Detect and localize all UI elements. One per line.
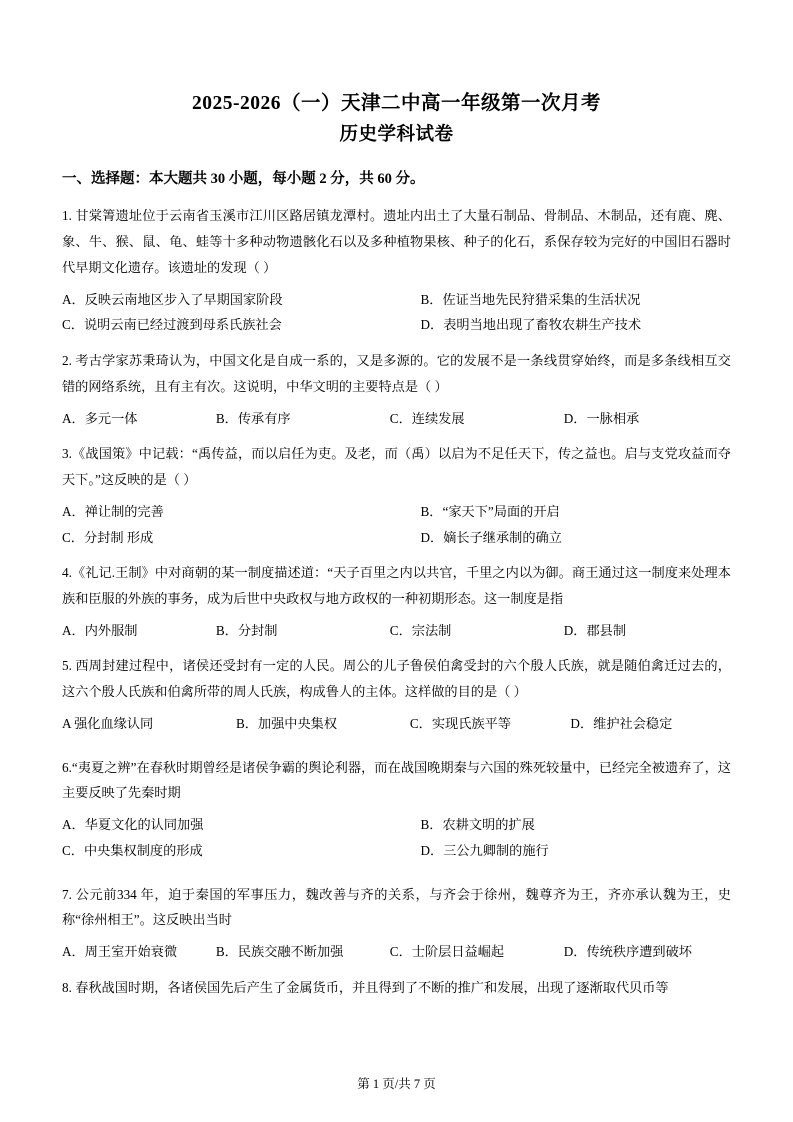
question-stem: 8. 春秋战国时期，各诸侯国先后产生了金属货币，并且得到了不断的推广和发展，出现了逐渐取代贝币等 xyxy=(62,979,669,995)
option-list xyxy=(62,618,731,644)
option[interactable]: C．士阶层日益崛起 xyxy=(389,944,505,960)
page-title: 2025-2026（一）天津二中高一年级第一次月考 xyxy=(192,93,601,114)
option[interactable]: D．三公九卿制的施行 xyxy=(420,842,549,858)
option[interactable]: C．宗法制 xyxy=(389,622,452,638)
option[interactable]: D．传统秩序遭到破坏 xyxy=(563,944,692,960)
option[interactable]: A．华夏文化的认同加强 xyxy=(62,817,204,833)
option[interactable]: A．周王室开始衰微 xyxy=(62,944,178,960)
option-list xyxy=(62,939,731,965)
option[interactable]: A．内外服制 xyxy=(62,622,138,638)
question-item xyxy=(62,755,731,864)
option-list xyxy=(62,812,731,863)
option[interactable]: D．维护社会稳定 xyxy=(570,715,673,731)
spacer xyxy=(62,747,731,755)
option[interactable]: A．禅让制的完善 xyxy=(62,503,164,519)
option[interactable]: D．郡县制 xyxy=(563,622,627,638)
question-stem: 3.《战国策》中记载：“禹传益，而以启任为吏。及老，而（禹）以启为不足任天下，传之益也。启与支党攻益而夺天下。”这反映的是（ ） xyxy=(62,446,731,488)
question-item xyxy=(62,882,731,965)
question-item xyxy=(62,975,731,1001)
option[interactable]: A 强化血缘认同 xyxy=(62,715,154,731)
question-item xyxy=(62,203,731,338)
option-list xyxy=(62,406,731,432)
option[interactable]: B．民族交融不断加强 xyxy=(215,944,344,960)
option-list xyxy=(62,287,731,338)
question-item xyxy=(62,441,731,550)
question-item xyxy=(62,653,731,736)
option[interactable]: B．传承有序 xyxy=(215,410,291,426)
spacer xyxy=(62,874,731,882)
option[interactable]: B．佐证当地先民狩猎采集的生活状况 xyxy=(420,291,641,307)
option[interactable]: C．分封制 形成 xyxy=(62,529,154,545)
option[interactable]: D．一脉相承 xyxy=(563,410,640,426)
option[interactable]: B．分封制 xyxy=(215,622,278,638)
question-stem: 1. 甘棠箐遗址位于云南省玉溪市江川区路居镇龙潭村。遗址内出土了大量石制品、骨制品、木制品，还有鹿、麂、象、牛、猴、鼠、龟、蛙等十多种动物遗骸化石以及多种植物果核、种子的化石，系保存较为完好的中国旧石器时代早期文化遗存。该遗址的发现（ ） xyxy=(62,208,731,275)
page-subtitle: 历史学科试卷 xyxy=(339,125,454,146)
question-stem: 7. 公元前334 年，迫于秦国的军事压力，魏改善与齐的关系，与齐会于徐州，魏尊齐为王，齐亦承认魏为王，史称“徐州相王”。这反映出当时 xyxy=(62,886,731,928)
page-footer: 第 1 页/共 7 页 xyxy=(357,1077,436,1092)
question-stem: 6.“夷夏之辨”在春秋时期曾经是诸侯争霸的舆论利器，而在战国晚期秦与六国的殊死较量中，已经完全被遗弃了，这主要反映了先秦时期 xyxy=(62,759,731,801)
option-list xyxy=(62,499,731,550)
section-heading: 一、选择题：本大题共 30 小题，每小题 2 分，共 60 分。 xyxy=(62,170,425,187)
question-stem: 4.《礼记.王制》中对商朝的某一制度描述道：“天子百里之内以共官，千里之内以为御。商王通过这一制度来处理本族和臣服的外族的事务，成为后世中央政权与地方政权的一种初期形态。这一制度是指 xyxy=(62,565,731,606)
option[interactable]: C．中央集权制度的形成 xyxy=(62,842,203,858)
question-item xyxy=(62,348,731,431)
question-item xyxy=(62,560,731,643)
option[interactable]: B．“家天下”局面的开启 xyxy=(420,503,560,519)
option[interactable]: D．嫡长子继承制的确立 xyxy=(420,529,562,545)
option[interactable]: A．多元一体 xyxy=(62,410,138,426)
option[interactable]: A．反映云南地区步入了早期国家阶段 xyxy=(62,291,283,307)
option[interactable]: C．实现氏族平等 xyxy=(409,715,511,731)
option[interactable]: C．连续发展 xyxy=(389,410,465,426)
option[interactable]: D．表明当地出现了畜牧农耕生产技术 xyxy=(420,317,642,333)
option-list xyxy=(62,711,731,737)
option[interactable]: B．农耕文明的扩展 xyxy=(420,817,535,833)
question-stem: 5. 西周封建过程中，诸侯还受封有一定的人民。周公的儿子鲁侯伯禽受封的六个殷人氏族，就是随伯禽迁过去的，这六个殷人氏族和伯禽所带的周人氏族，构成鲁人的主体。这样做的目的是（ ） xyxy=(62,658,731,700)
option[interactable]: B．加强中央集权 xyxy=(235,715,338,731)
option[interactable]: C．说明云南已经过渡到母系氏族社会 xyxy=(62,317,282,333)
question-stem: 2. 考古学家苏秉琦认为，中国文化是自成一系的，又是多源的。它的发展不是一条线贯穿始终，而是多条线相互交错的网络系统，且有主有次。这说明，中华文明的主要特点是（ ） xyxy=(62,353,731,394)
